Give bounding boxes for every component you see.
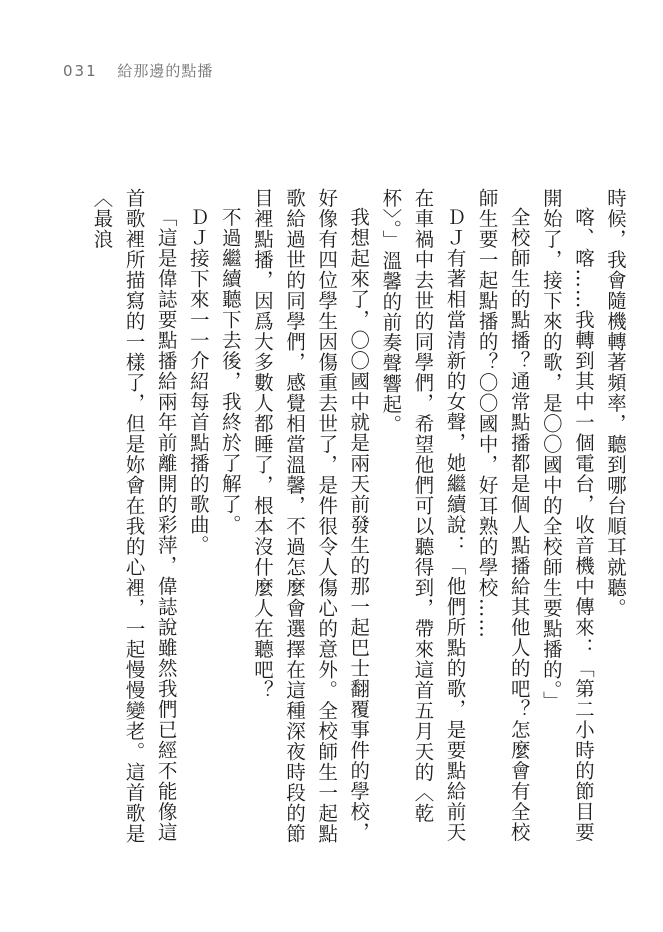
paragraph-continuation: 時候，我會隨機轉著頻率，聽到哪台順耳就聽。 [604, 188, 627, 619]
paragraph: ＤＪ接下來一一介紹每首點播的歌曲。 [186, 207, 210, 556]
paragraph: 我想起來了，〇〇國中就是兩天前發生的那一起巴士翻覆事件的學校，好像有四位學生因傷重去世了，是件很令人傷心的意外。全校師生一起點歌給過世的同學們，感覺相當溫馨，不過怎麼會選擇在這種深夜時段的節目裡點播，因爲大多數人都睡了，根本沒什麼人在聽吧？ [250, 188, 371, 844]
vertical-text-body [78, 188, 631, 856]
chapter-title: 給那邊的點播 [117, 62, 214, 80]
page-header [63, 60, 213, 81]
paragraph: 「這是偉誌要點播給兩年前離開的彩萍，偉誌說雖然我們已經不能像這首歌裡所描寫的一樣了，但是妳會在我的心裡，一起慢慢變老。這首歌是〈最浪 [90, 188, 178, 844]
paragraph: 喀、喀……我轉到其中一個電台，收音機中傳來：「第二小時的節目要開始了，接下來的歌，是〇〇國中的全校師生要點播的。」 [539, 188, 595, 843]
paragraph: 不過繼續聽下去後，我終於了解了。 [218, 207, 242, 536]
paragraph: ＤＪ有著相當清新的女聲，她繼續說：「他們所點的歌，是要點給前天在車禍中去世的同學們，希望他們可以聽得到，帶來這首五月天的〈乾杯〉。」溫馨的前奏聲響起。 [379, 188, 467, 843]
paragraph: 全校師生的點播？通常點播都是個人點播給其他人的吧？怎麼會有全校師生要一起點播的？〇〇國中，好耳熟的學校…… [475, 188, 531, 843]
page-number: 031 [63, 62, 98, 80]
